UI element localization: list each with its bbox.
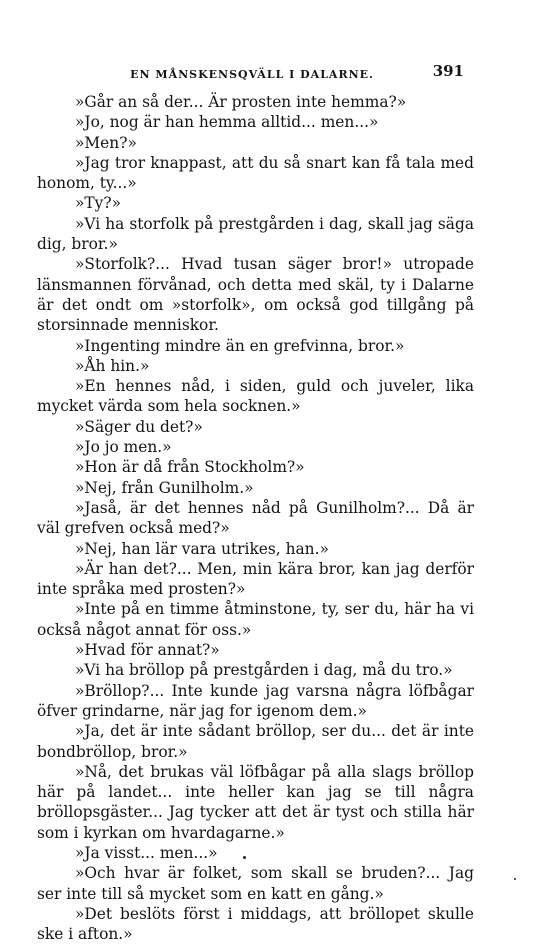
paragraph: »Det beslöts först i middags, att bröllopet skulle ske i afton.» bbox=[37, 904, 474, 944]
paragraph: »Hvad för annat?» bbox=[75, 641, 220, 660]
paragraph: »Men?» bbox=[75, 133, 137, 152]
paragraph: »Går an så der... Är prosten inte hemma?» bbox=[75, 93, 407, 111]
paragraph: »Åh hin.» bbox=[75, 356, 150, 375]
paragraph: »Och hvar är folket, som skall se bruden?... Jag ser inte till så mycket som en katt en gång.» bbox=[37, 864, 474, 903]
paragraph: »Nej, från Gunilholm.» bbox=[75, 478, 254, 497]
paragraph: »Jo, nog är han hemma alltid... men...» bbox=[75, 113, 379, 132]
paragraph: »En hennes nåd, i siden, guld och juveler, lika mycket värda som hela socknen.» bbox=[37, 377, 474, 416]
paragraph: »Vi ha storfolk på prestgården i dag, skall jag säga dig, bror.» bbox=[37, 214, 474, 254]
page-number: 391 bbox=[432, 62, 464, 80]
paragraph: »Säger du det?» bbox=[75, 417, 203, 436]
paragraph: »Nej, han lär vara utrikes, han.» bbox=[75, 539, 329, 558]
paragraph: »Jag tror knappast, att du så snart kan få tala med honom, ty...» bbox=[37, 153, 474, 193]
paragraph: »Storfolk?... Hvad tusan säger bror!» utropade länsmannen förvånad, och detta med skäl, ty i Dalarne är det ondt om »storfolk», om också god tillgång på storsinnade menniskor. bbox=[37, 255, 474, 335]
print-speck bbox=[514, 878, 516, 880]
paragraph: »Ingenting mindre än en grefvinna, bror.» bbox=[75, 336, 405, 355]
running-title: EN MÅNSKENSQVÄLL I DALARNE. bbox=[130, 68, 374, 81]
paragraph: »Jo jo men.» bbox=[75, 438, 172, 457]
paragraph: »Jaså, är det hennes nåd på Gunilholm?... Då är väl grefven också med?» bbox=[37, 498, 474, 538]
paragraph: »Ty?» bbox=[75, 194, 122, 213]
paragraph: »Vi ha bröllop på prestgården i dag, må du tro.» bbox=[75, 661, 453, 680]
paragraph: »Ja, det är inte sådant bröllop, ser du... det är inte bondbröllop, bror.» bbox=[37, 722, 474, 761]
paragraph: »Hon är då från Stockholm?» bbox=[75, 458, 305, 477]
paragraph: »Bröllop?... Inte kunde jag varsna några löfbågar öfver grindarne, när jag for igenom dem.» bbox=[37, 681, 474, 720]
paragraph: »Nå, det brukas väl löfbågar på alla slags bröllop här på landet... inte heller kan jag se till några bröllopsgäster... Jag tycker att det är tyst och stilla här som i kyrkan om hvardagarne.» bbox=[37, 762, 474, 842]
body-text bbox=[37, 92, 474, 944]
print-speck bbox=[243, 856, 246, 859]
paragraph: »Är han det?... Men, min kära bror, kan jag derför inte språka med prosten?» bbox=[37, 559, 474, 599]
paragraph: »Inte på en timme åtminstone, ty, ser du, här ha vi också något annat för oss.» bbox=[37, 600, 474, 639]
paragraph: »Ja visst... men...» bbox=[75, 843, 218, 862]
